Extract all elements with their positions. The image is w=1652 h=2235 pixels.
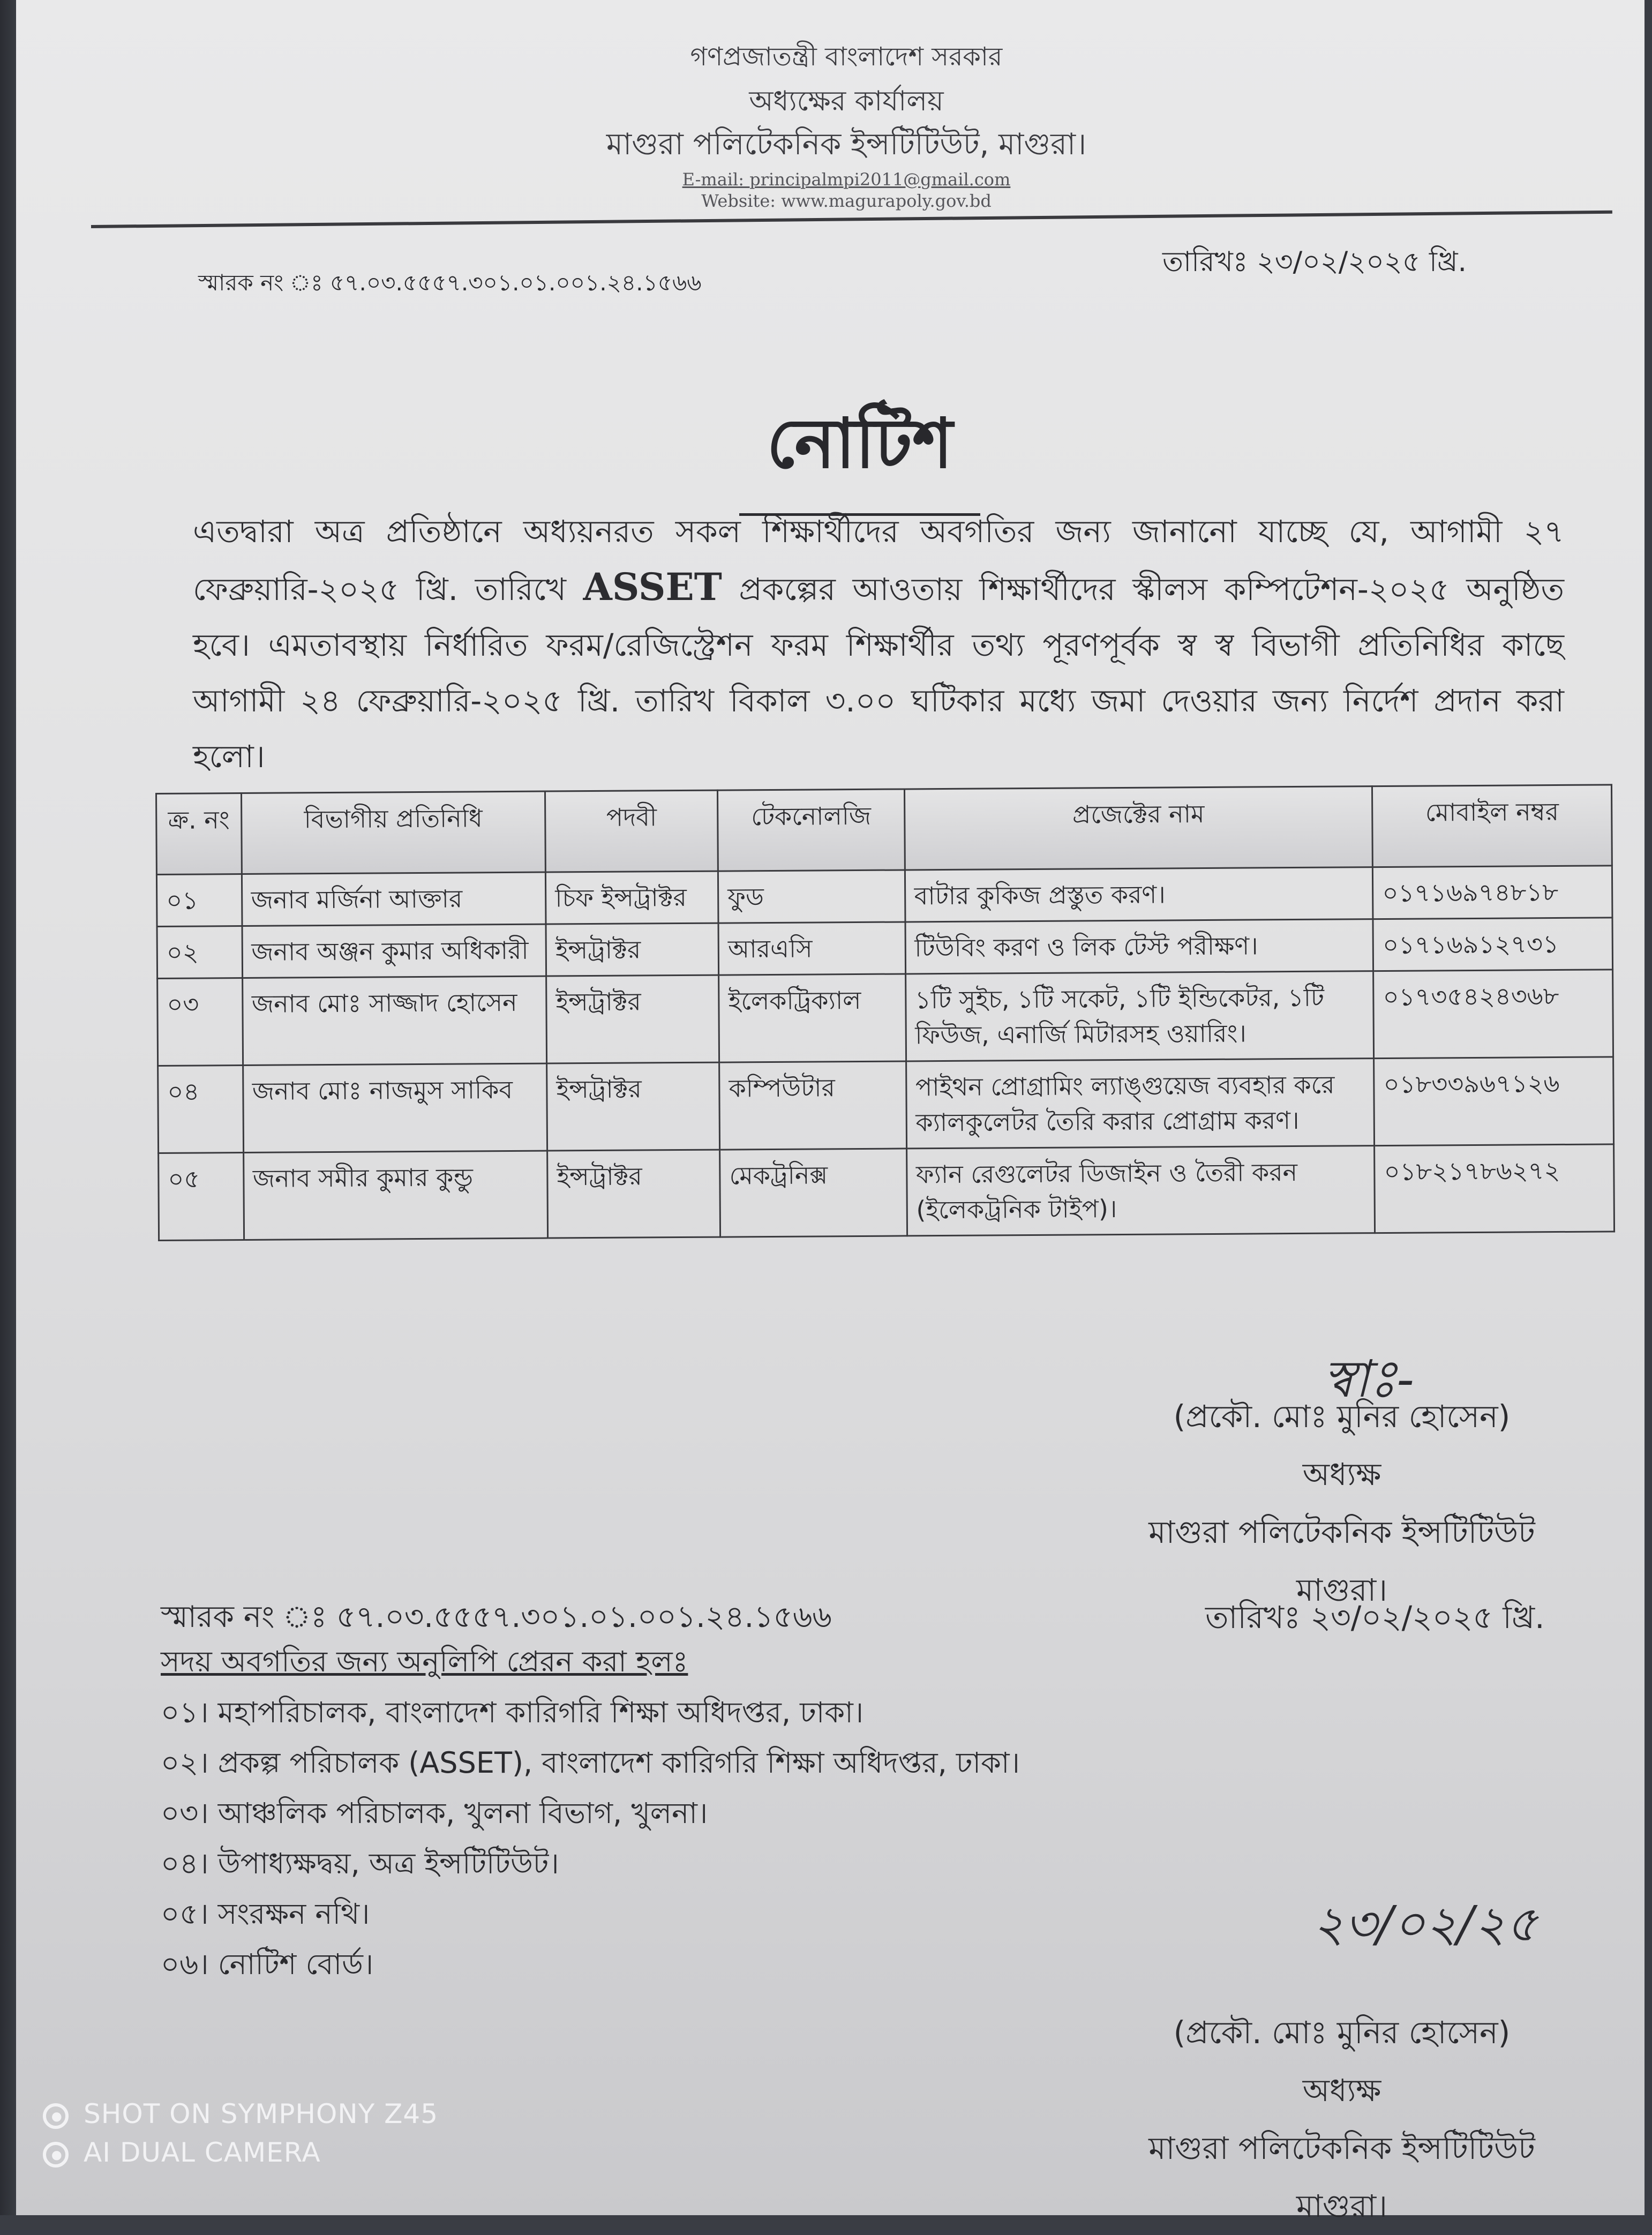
table-row (157, 918, 1613, 979)
cell-mobile: ০১৮২১৭৮৬২৭২ (1375, 1144, 1615, 1233)
cell-mobile: ০১৭১৬৯৭৪৮১৮ (1373, 866, 1612, 919)
signature-mark-1: স্বাঃ- (1323, 1349, 1414, 1409)
header-representative: বিভাগীয় প্রতিনিধি (241, 791, 546, 874)
signatory-institute: মাগুরা পলিটেকনিক ইন্সটিটিউট (1148, 2130, 1535, 2166)
cell-mobile: ০১৭১৬৯১২৭৩১ (1373, 918, 1612, 971)
signatory-name: (প্রকৌ. মোঃ মুনির হোসেন) (1173, 1398, 1511, 1435)
header-office: অধ্যক্ষের কার্যালয় (749, 85, 944, 117)
table-row (159, 1144, 1615, 1241)
watermark-line-1: SHOT ON SYMPHONY Z45 (84, 2098, 439, 2129)
table-header-row (156, 785, 1612, 875)
memo-number-copy: স্মারক নং ঃ ৫৭.০৩.৫৫৫৭.৩০১.০১.০০১.২৪.১৫৬৬ (161, 1600, 832, 1634)
notice-body-part1: এতদ্বারা অত্র প্রতিষ্ঠানে অধ্যয়নরত সকল শিক্ষার্থীদের অবগতির জন্য জানানো যাচ্ছে যে, আগামী ২৭ ফেব্রুয়ারি-২০২৫ খ্রি. তারিখে (193, 513, 1564, 608)
table-row (156, 866, 1612, 927)
notice-date: তারিখঃ ২৩/০২/২০২৫ খ্রি. (1162, 246, 1467, 278)
list-item: ০৫। সংরক্ষন নথি। (161, 1897, 370, 1931)
header-mobile: মোবাইল নম্বর (1372, 785, 1612, 867)
cell-technology: কম্পিউটার (719, 1061, 906, 1150)
header-project: প্রজেক্টের নাম (904, 786, 1373, 870)
cell-serial: ০৩ (157, 978, 243, 1066)
cell-project: ফ্যান রেগুলেটর ডিজাইন ও তৈরী করন (ইলেকট্রনিক টাইপ)। (906, 1146, 1375, 1236)
cell-serial: ০১ (156, 874, 242, 927)
cell-representative: জনাব মোঃ সাজ্জাদ হোসেন (242, 976, 547, 1065)
signatory-institute: মাগুরা পলিটেকনিক ইন্সটিটিউট (1148, 1514, 1535, 1550)
cell-serial: ০৪ (158, 1066, 244, 1153)
header-website: Website: www.magurapoly.gov.bd (701, 191, 992, 211)
camera-watermark (43, 2095, 438, 2172)
cell-designation: ইন্সট্রাক্টর (546, 975, 719, 1063)
cell-designation: চিফ ইন্সট্রাক্টর (546, 871, 719, 924)
cell-technology: মেকট্রনিক্স (720, 1149, 907, 1237)
notice-body-part2: প্রকল্পের আওতায় শিক্ষার্থীদের স্কীলস কম্পিটেশন-২০২৫ অনুষ্ঠিত হবে। এমতাবস্থায় নির্ধারিত ফরম/রেজিস্ট্রেশন ফরম শিক্ষার্থীর তথ্য পূরণপূর্বক স্ব স্ব বিভাগী প্রতিনিধির কাছে আগামী ২৪ ফেব্রুয়ারি-২০২৫ খ্রি. তারিখ বিকাল ৩.০০ ঘটিকার মধ্যে জমা দেওয়ার জন্য নির্দেশ প্রদান করা হলো। (193, 571, 1564, 775)
header-divider (91, 211, 1612, 228)
notice-paper (16, 0, 1645, 2224)
header-institute: মাগুরা পলিটেকনিক ইন্সটিটিউট, মাগুরা। (606, 127, 1087, 162)
signature-block-2 (1141, 2004, 1543, 2235)
list-item: ০১। মহাপরিচালক, বাংলাদেশ কারিগরি শিক্ষা অধিদপ্তর, ঢাকা। (161, 1696, 864, 1729)
notice-body (193, 504, 1564, 784)
cell-technology: ফুড (718, 870, 905, 923)
cell-representative: জনাব মর্জিনা আক্তার (242, 872, 546, 926)
table-row (157, 970, 1613, 1066)
cell-project: ১টি সুইচ, ১টি সকেট, ১টি ইন্ডিকেটর, ১টি ফিউজ, এনার্জি মিটারসহ ওয়ারিং। (905, 971, 1374, 1061)
cell-technology: আরএসি (718, 922, 905, 975)
notice-body-asset: ASSET (583, 565, 722, 609)
header-government: গণপ্রজাতন্ত্রী বাংলাদেশ সরকার (690, 42, 1003, 72)
signatory-place: মাগুরা। (1296, 1572, 1387, 1608)
header-email: E-mail: principalmpi2011@gmail.com (682, 169, 1011, 190)
signatory-designation: অধ্যক্ষ (1302, 1456, 1381, 1492)
list-item: ০৪। উপাধ্যক্ষদ্বয়, অত্র ইন্সটিটিউট। (161, 1847, 559, 1880)
list-item: ০৬। নোটিশ বোর্ড। (161, 1947, 374, 1981)
notice-title: নোটিশ (739, 391, 980, 516)
signatory-designation: অধ্যক্ষ (1302, 2072, 1381, 2109)
watermark-line-2: AI DUAL CAMERA (84, 2137, 321, 2168)
cell-representative: জনাব সমীর কুমার কুন্ডু (243, 1151, 548, 1240)
header-designation: পদবী (545, 790, 718, 872)
representatives-table (155, 784, 1615, 1241)
signatory-place: মাগুরা। (1296, 2188, 1387, 2224)
signature-block-1 (1141, 1388, 1543, 1619)
signature-mark-2: ২৩/০২/২৫ (1312, 1895, 1538, 1953)
cell-designation: ইন্সট্রাক্টর (547, 1150, 720, 1238)
signatory-name: (প্রকৌ. মোঃ মুনির হোসেন) (1173, 2014, 1511, 2051)
cell-representative: জনাব অঞ্জন কুমার অধিকারী (242, 924, 546, 978)
cell-serial: ০২ (157, 926, 242, 979)
camera-logo-icon (43, 2103, 69, 2129)
header-serial: ক্র. নং (156, 793, 242, 875)
table-row (158, 1057, 1614, 1153)
camera-logo-icon (43, 2142, 69, 2168)
list-item: ০২। প্রকল্প পরিচালক (ASSET), বাংলাদেশ কারিগরি শিক্ষা অধিদপ্তর, ঢাকা। (161, 1746, 1020, 1780)
copy-list (161, 1688, 1020, 1990)
cell-designation: ইন্সট্রাক্টর (547, 1062, 720, 1151)
copy-heading: সদয় অবগতির জন্য অনুলিপি প্রেরন করা হলঃ (161, 1645, 688, 1678)
memo-number: স্মারক নং ঃ ৫৭.০৩.৫৫৫৭.৩০১.০১.০০১.২৪.১৫৬৬ (198, 269, 702, 296)
cell-representative: জনাব মোঃ নাজমুস সাকিব (243, 1063, 547, 1152)
notice-date-copy: তারিখঃ ২৩/০২/২০২৫ খ্রি. (1205, 1599, 1545, 1636)
cell-serial: ০৫ (159, 1153, 244, 1241)
cell-mobile: ০১৭৩৫৪২৪৩৬৮ (1373, 970, 1613, 1059)
cell-project: পাইথন প্রোগ্রামিং ল্যাঙ্গুয়েজ ব্যবহার করে ক্যালকুলেটর তৈরি করার প্রোগ্রাম করণ। (906, 1059, 1375, 1149)
header-technology: টেকনোলজি (718, 789, 905, 871)
list-item: ০৩। আঞ্চলিক পরিচালক, খুলনা বিভাগ, খুলনা। (161, 1796, 708, 1830)
cell-project: বাটার কুকিজ প্রস্তুত করণ। (905, 867, 1373, 922)
cell-mobile: ০১৮৩৩৯৬৭১২৬ (1374, 1057, 1614, 1146)
cell-technology: ইলেকট্রিক্যাল (719, 974, 906, 1062)
cell-designation: ইন্সট্রাক্টর (546, 923, 719, 976)
cell-project: টিউবিং করণ ও লিক টেস্ট পরীক্ষণ। (905, 919, 1373, 974)
